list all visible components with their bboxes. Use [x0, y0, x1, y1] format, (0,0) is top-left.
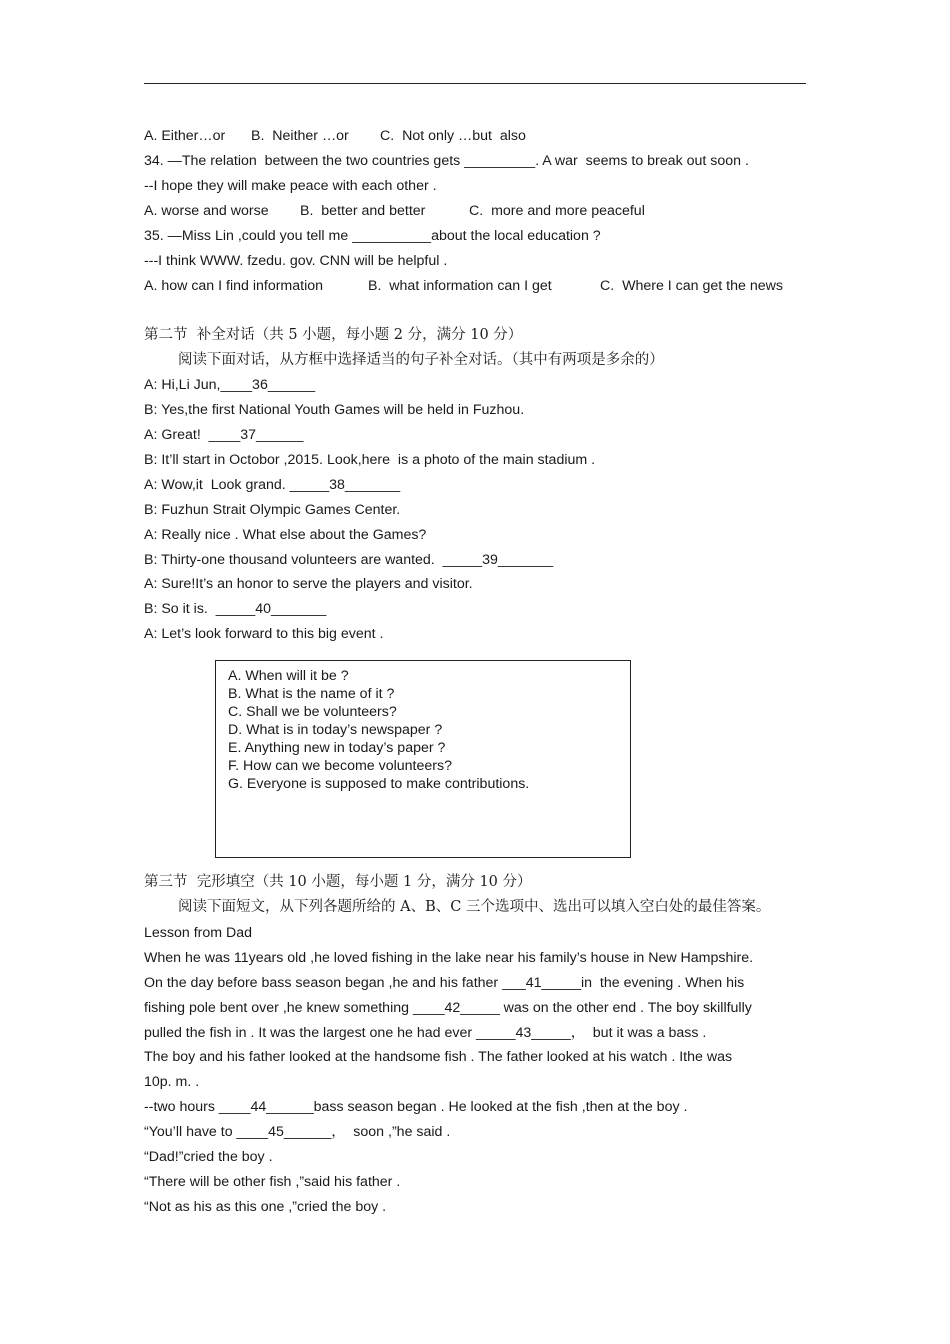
q33-option-a: A. Either…or: [144, 128, 226, 144]
q35-question: 35. —Miss Lin ,could you tell me __________about the local education ?: [144, 228, 601, 244]
passage-line: “There will be other fish ,”said his father .: [144, 1174, 401, 1190]
q35-options: [144, 277, 783, 295]
dialogue-line: B: Yes,the first National Youth Games will be held in Fuzhou.: [144, 402, 525, 418]
q34-option-b: B. better and better: [300, 203, 426, 219]
box-option: F. How can we become volunteers?: [228, 758, 452, 774]
passage-line: The boy and his father looked at the handsome fish . The father looked at his watch . Ithe was: [144, 1049, 733, 1065]
box-option: B. What is the name of it ?: [228, 686, 395, 702]
q34-option-c: C. more and more peaceful: [469, 203, 645, 219]
box-option: E. Anything new in today’s paper ?: [228, 740, 446, 756]
dialogue-line: A: Let’s look forward to this big event .: [144, 626, 384, 642]
passage-line: fishing pole bent over ,he knew something ____42_____ was on the other end . The boy skillfully: [144, 1000, 752, 1016]
passage-title: Lesson from Dad: [144, 925, 253, 941]
dialogue-line: A: Sure!It’s an honor to serve the players and visitor.: [144, 576, 473, 592]
q34-option-a: A. worse and worse: [144, 203, 269, 219]
q33-option-b: B. Neither …or: [251, 128, 349, 144]
passage-line: “You’ll have to ____45______， soon ,”he said .: [144, 1124, 451, 1140]
box-option: A. When will it be ?: [228, 668, 349, 684]
q35-option-b: B. what information can I get: [368, 278, 552, 294]
box-option: G. Everyone is supposed to make contributions.: [228, 776, 530, 792]
dialogue-line: B: It’ll start in Octobor ,2015. Look,here is a photo of the main stadium .: [144, 452, 596, 468]
section2-heading: 第二节 补全对话（共 5 小题，每小题 2 分，满分 10 分）: [144, 327, 523, 343]
q35-option-a: A. how can I find information: [144, 278, 324, 294]
section3-heading: 第三节 完形填空（共 10 小题，每小题 1 分，满分 10 分）: [144, 874, 532, 890]
dialogue-line: A: Hi,Li Jun,____36______: [144, 377, 316, 393]
q34-reply: --I hope they will make peace with each other .: [144, 178, 437, 194]
dialogue-line: A: Wow,it Look grand. _____38_______: [144, 477, 401, 493]
passage-line: --two hours ____44______bass season began . He looked at the fish ,then at the boy .: [144, 1099, 688, 1115]
dialogue-line: B: Fuzhun Strait Olympic Games Center.: [144, 502, 401, 518]
q35-option-c: C. Where I can get the news: [600, 278, 783, 294]
dialogue-line: A: Great! ____37______: [144, 427, 304, 443]
box-option: D. What is in today’s newspaper ?: [228, 722, 443, 738]
dialogue-line: B: So it is. _____40_______: [144, 601, 327, 617]
q33-option-c: C. Not only …but also: [380, 128, 526, 144]
passage-line: 10p. m. .: [144, 1074, 200, 1090]
dialogue-line: A: Really nice . What else about the Games?: [144, 527, 427, 543]
q34-question: 34. —The relation between the two countries gets _________. A war seems to break out soon .: [144, 153, 749, 169]
q35-reply: ---I think WWW. fzedu. gov. CNN will be helpful .: [144, 253, 448, 269]
passage-line: pulled the fish in . It was the largest one he had ever _____43_____， but it was a bass .: [144, 1025, 707, 1041]
q34-options: [144, 202, 645, 220]
options-box: [215, 660, 631, 858]
q33-options: [144, 127, 526, 145]
section2-instruction: 阅读下面对话，从方框中选择适当的句子补全对话。（其中有两项是多余的）: [178, 352, 664, 368]
dialogue-line: B: Thirty-one thousand volunteers are wanted. _____39_______: [144, 552, 554, 568]
section3-instruction: 阅读下面短文，从下列各题所给的 A、B、C 三个选项中、选出可以填入空白处的最佳答案。: [178, 899, 771, 915]
passage-line: “Not as his as this one ,”cried the boy .: [144, 1199, 387, 1215]
passage-line: “Dad!”cried the boy .: [144, 1149, 273, 1165]
passage-line: When he was 11years old ,he loved fishing in the lake near his family’s house in New Hampshire.: [144, 950, 754, 966]
box-option: C. Shall we be volunteers?: [228, 704, 397, 720]
passage-line: On the day before bass season began ,he and his father ___41_____in the evening . When his: [144, 975, 745, 991]
header-rule: [144, 83, 806, 84]
